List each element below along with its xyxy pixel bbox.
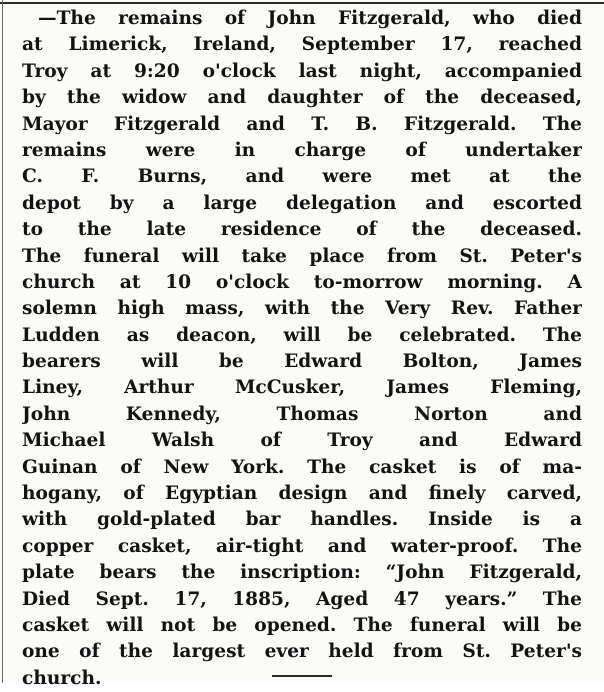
article-line: Michael Walsh of Troy and Edward xyxy=(22,430,582,452)
article-line: Troy at 9:20 o'clock last night, accompanied xyxy=(22,60,582,82)
article-text xyxy=(22,6,582,692)
article-line: by the widow and daughter of the deceased, xyxy=(22,87,582,109)
article-line: Mayor Fitzgerald and T. B. Fitzgerald. The xyxy=(22,113,582,135)
article-line: depot by a large delegation and escorted xyxy=(22,192,582,214)
article-line: to the late residence of the deceased. xyxy=(22,219,582,241)
article-line: Died Sept. 17, 1885, Aged 47 years.” The xyxy=(22,588,582,610)
article-line: one of the largest ever held from St. Peter's xyxy=(22,641,582,663)
top-rule xyxy=(0,2,604,4)
article-line: bearers will be Edward Bolton, James xyxy=(22,351,582,373)
article-line: remains were in charge of undertaker xyxy=(22,139,582,161)
article-line: Ludden as deacon, will be celebrated. The xyxy=(22,324,582,346)
article-line: casket will not be opened. The funeral will be xyxy=(22,614,582,636)
article-line: John Kennedy, Thomas Norton and xyxy=(22,403,582,425)
article-line: Liney, Arthur McCusker, James Fleming, xyxy=(22,377,582,399)
article-line: —The remains of John Fitzgerald, who died xyxy=(38,8,582,29)
article-line: plate bears the inscription: “John Fitzgerald, xyxy=(22,562,582,584)
column-margin-line xyxy=(2,0,3,683)
article-line: with gold-plated bar handles. Inside is a xyxy=(22,509,582,531)
article-line: solemn high mass, with the Very Rev. Father xyxy=(22,298,582,320)
article-line: copper casket, air-tight and water-proof. The xyxy=(22,535,582,557)
article-line: The funeral will take place from St. Peter's xyxy=(22,245,582,267)
article-line: hogany, of Egyptian design and finely carved, xyxy=(22,483,582,505)
article-line: church. xyxy=(22,667,102,689)
article-line: Guinan of New York. The casket is of ma- xyxy=(22,456,582,478)
article-line: C. F. Burns, and were met at the xyxy=(22,166,582,188)
article-line: church at 10 o'clock to-morrow morning. A xyxy=(22,271,582,293)
article-line: at Limerick, Ireland, September 17, reached xyxy=(22,34,582,56)
article-separator-rule xyxy=(272,675,332,677)
